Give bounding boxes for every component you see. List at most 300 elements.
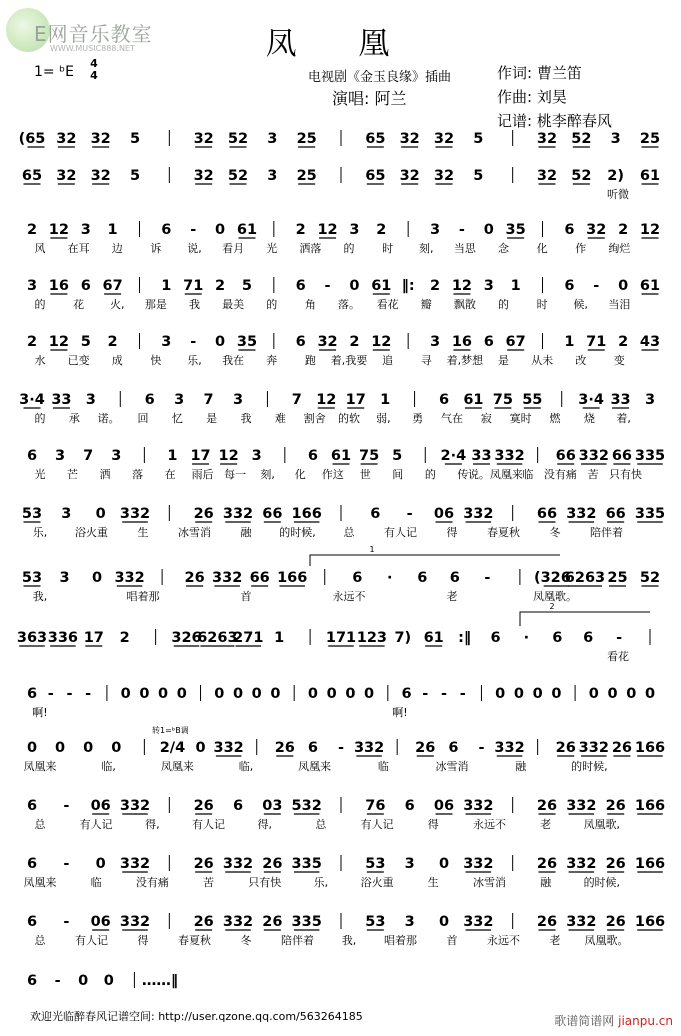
note: 3 — [644, 392, 656, 408]
lyric: 总 — [34, 934, 46, 947]
note: 66 — [249, 570, 270, 586]
note: 0 — [92, 570, 103, 586]
lyric: 融 — [240, 526, 252, 539]
lyric: 那是 — [144, 298, 167, 311]
note: 17 — [190, 448, 211, 464]
transcriber: 记谱: 桃李醉春风 — [497, 112, 612, 130]
lyric: 我 — [189, 298, 200, 311]
note: 52 — [639, 570, 661, 586]
note: 16 — [48, 278, 69, 294]
lyric: 冬 — [549, 526, 561, 539]
lyric: 啊! — [32, 706, 48, 719]
song-title: 凤 凰 — [265, 26, 416, 62]
lyric: 冰雪消 — [178, 526, 211, 539]
note: 71 — [183, 278, 204, 294]
lyric: 看花 — [376, 298, 399, 311]
note: 26 — [184, 570, 205, 586]
note: 3 — [251, 448, 262, 464]
note: (326 — [533, 570, 571, 586]
note: - — [63, 914, 70, 930]
lyric: 跑 — [304, 354, 316, 367]
note: 6 — [564, 278, 575, 294]
note: 2/4 — [159, 740, 186, 756]
meter-bottom: 4 — [90, 69, 98, 82]
note: 26 — [605, 856, 626, 872]
watermark-url: jianpu.cn — [618, 1014, 673, 1028]
note: 3 — [161, 334, 172, 350]
lyric: 时 — [382, 242, 394, 255]
lyric: 化 — [536, 242, 548, 255]
note: 52 — [571, 168, 592, 184]
note: 3 — [111, 448, 122, 464]
note: 66 — [611, 448, 633, 464]
note: 532 — [291, 798, 322, 814]
lyric: 首 — [446, 934, 458, 947]
lyric: 风 — [34, 242, 46, 255]
note: 332 — [353, 740, 385, 756]
note: 3 — [232, 392, 244, 408]
note: 5 — [80, 334, 91, 350]
lyric: 候, — [573, 298, 588, 311]
note: 32 — [90, 168, 111, 184]
note: 2 — [26, 334, 38, 350]
note: 363 — [16, 630, 48, 646]
lyric: 老 — [446, 590, 458, 603]
note: 0 — [495, 686, 506, 702]
lyric: 临 — [377, 760, 389, 773]
note: 166 — [634, 914, 666, 930]
lyric: 化 — [294, 468, 306, 481]
note: 3 — [349, 222, 360, 238]
lyric: 浴火重 — [360, 876, 394, 889]
note: 0 — [438, 856, 450, 872]
lyric: 诉 — [150, 242, 162, 255]
note: 7 — [83, 448, 94, 464]
note: 0 — [607, 686, 618, 702]
note: 6 — [552, 630, 563, 646]
note: - — [190, 222, 197, 238]
lyric: 生 — [427, 876, 439, 889]
lyric: 奔 — [266, 354, 278, 367]
lyric: 我, — [32, 590, 48, 603]
note: 6 — [26, 448, 38, 464]
note: 0 — [588, 686, 599, 702]
volta-label-1: 1 — [369, 545, 375, 554]
note: 12 — [317, 222, 338, 238]
note: 0 — [215, 222, 226, 238]
note: 3 — [267, 168, 278, 184]
note: ……‖ — [141, 973, 179, 989]
note: 35 — [236, 334, 258, 350]
lyric: 啊! — [392, 706, 408, 719]
note: 0 — [232, 686, 244, 702]
lyric: 只有快 — [608, 468, 642, 481]
lyric: 只有快 — [248, 876, 282, 889]
lyric: 割舍 — [303, 412, 326, 425]
note: 0 — [83, 740, 94, 756]
note: 12 — [316, 392, 337, 408]
lyric: 着,我要 — [330, 354, 368, 367]
note: 26 — [193, 506, 214, 522]
note: 67 — [505, 334, 526, 350]
lyric: 陪伴着 — [281, 934, 314, 947]
lyric: 总 — [34, 818, 46, 831]
note: - — [190, 334, 197, 350]
note: 43 — [639, 334, 661, 350]
note: 0 — [111, 740, 122, 756]
lyric: 有人记 — [360, 818, 394, 831]
note: 26 — [555, 740, 576, 756]
note: (65 — [18, 131, 46, 147]
note: 25 — [639, 131, 661, 147]
note: 61 — [423, 630, 444, 646]
note: 335 — [634, 448, 666, 464]
note: 12 — [218, 448, 239, 464]
lyric: 改 — [575, 354, 587, 367]
lyric: 在 — [164, 468, 176, 481]
lyric: 有人记 — [75, 934, 108, 947]
note: 32 — [586, 222, 607, 238]
note: 3 — [404, 856, 415, 872]
lyric: 作 — [575, 242, 587, 255]
note: 26 — [415, 740, 436, 756]
lyric: 我 — [240, 412, 252, 425]
note: 2 — [429, 278, 441, 294]
note: 335 — [291, 856, 322, 872]
note: 6 — [307, 740, 318, 756]
note: 32 — [399, 131, 420, 147]
lyric: 老 — [540, 818, 552, 831]
note: 32 — [56, 168, 77, 184]
watermark-name: 歌谱简谱网 — [554, 1014, 615, 1028]
note: 332 — [566, 506, 597, 522]
note: 0 — [214, 686, 225, 702]
note: · — [387, 570, 393, 586]
note: 53 — [365, 914, 386, 930]
note: 61 — [330, 448, 352, 464]
note: 3 — [85, 392, 96, 408]
lyric: 乐, — [187, 354, 202, 367]
note: 332 — [463, 798, 494, 814]
lyric: 看月 — [222, 242, 245, 255]
lyric: 洒 — [99, 468, 111, 481]
note: 32 — [317, 334, 338, 350]
lyric: 当泪 — [608, 298, 631, 311]
lyric: 间 — [392, 468, 404, 481]
note: 1 — [167, 448, 178, 464]
lyric: 弱, — [376, 412, 391, 425]
note: 5 — [473, 131, 484, 147]
lyric: 得 — [446, 526, 458, 539]
note: 0 — [513, 686, 524, 702]
note: 12 — [451, 278, 473, 294]
note: 3·4 — [19, 392, 45, 408]
lyric: 勇 — [412, 412, 424, 425]
note: 2 — [107, 334, 118, 350]
note: 1 — [107, 222, 118, 238]
note: 0 — [618, 278, 629, 294]
note: 65 — [365, 131, 386, 147]
note: 6 — [448, 740, 459, 756]
note: 1 — [564, 334, 575, 350]
note: 0 — [307, 686, 318, 702]
lyric: 融 — [540, 876, 552, 889]
note: 06 — [90, 914, 111, 930]
lyric: 从未 — [531, 354, 554, 367]
lyric: 我在 — [222, 354, 245, 367]
note: 3 — [80, 222, 91, 238]
lyric: 得 — [137, 934, 149, 947]
note: 6 — [295, 278, 306, 294]
note: 12 — [371, 334, 392, 350]
note: 0 — [251, 686, 262, 702]
note: 0 — [103, 973, 114, 989]
note: 6 — [144, 392, 155, 408]
note: 6 — [438, 392, 450, 408]
note: 0 — [551, 686, 562, 702]
note: 0 — [364, 686, 375, 702]
note: 25 — [296, 131, 317, 147]
note: 65 — [365, 168, 386, 184]
lyric: 寻 — [420, 354, 432, 367]
note: 3 — [404, 914, 415, 930]
note: 0 — [270, 686, 281, 702]
note: 332 — [566, 856, 597, 872]
note: 26 — [193, 914, 214, 930]
footer-text: 欢迎光临醉春风记谱空间: http://user.qzone.qq.com/563264185 — [30, 1010, 363, 1023]
note: 26 — [536, 798, 558, 814]
subtitle: 电视剧《金玉良缘》插曲 — [308, 70, 452, 85]
note: 5 — [473, 168, 484, 184]
note: 2 — [295, 222, 306, 238]
note: :‖ — [458, 630, 472, 646]
lyric: 凤凰歌, — [583, 818, 621, 831]
lyric: 芒 — [67, 468, 79, 481]
note: 32 — [536, 168, 558, 184]
note: ‖: — [401, 278, 415, 294]
note: 06 — [433, 798, 455, 814]
note: 332 — [494, 448, 525, 464]
note: 7 — [203, 392, 214, 408]
lyric: 有人记 — [384, 526, 417, 539]
note: 52 — [227, 131, 249, 147]
lyric: 春夏秋 — [487, 526, 520, 539]
lyric: 最美 — [222, 298, 245, 311]
composer: 作曲: 刘昊 — [497, 88, 567, 106]
lyric: 已变 — [67, 354, 90, 367]
lyric: 洒落 — [299, 242, 322, 255]
note: 26 — [605, 798, 626, 814]
note: 3 — [174, 392, 185, 408]
note: 6 — [161, 222, 172, 238]
lyric: 追 — [382, 354, 394, 367]
note: 0 — [644, 686, 656, 702]
note: 6263 — [564, 570, 606, 586]
lyric: 是 — [206, 412, 218, 425]
note: 3 — [26, 278, 38, 294]
note: 0 — [532, 686, 543, 702]
lyric: 寂 — [480, 412, 492, 425]
lyric: 是 — [498, 354, 509, 367]
lyric: 唱着那 — [126, 590, 160, 603]
note: 0 — [215, 334, 226, 350]
note: 52 — [571, 131, 592, 147]
lyric: 刻, — [419, 242, 434, 255]
note: 32 — [433, 168, 455, 184]
note: 332 — [566, 914, 597, 930]
volta-label-2: 2 — [549, 602, 555, 611]
lyric: 冬 — [240, 934, 252, 947]
note: 6 — [26, 686, 38, 702]
lyric: 回 — [137, 412, 149, 425]
lyric: 我, — [341, 934, 357, 947]
note: 3 — [267, 131, 278, 147]
note: 3 — [429, 334, 441, 350]
note: 32 — [90, 131, 111, 147]
note: 332 — [463, 856, 494, 872]
note: 326 — [171, 630, 202, 646]
note: 0 — [349, 278, 360, 294]
note: 32 — [399, 168, 420, 184]
note: - — [63, 856, 70, 872]
note: 332 — [566, 798, 597, 814]
lyric: 融 — [515, 760, 527, 773]
note: 61 — [236, 222, 258, 238]
note: 332 — [222, 914, 254, 930]
lyric: 凤凰来 — [23, 760, 57, 773]
note: 26 — [611, 740, 633, 756]
lyric: 总 — [315, 818, 327, 831]
lyric: 有人记 — [79, 818, 113, 831]
note: 6 — [352, 570, 363, 586]
lyric: 说, — [187, 242, 202, 255]
note: 3 — [59, 570, 70, 586]
lyric: 的时候, — [583, 876, 621, 889]
note: 2·4 — [440, 448, 467, 464]
lyric: 燃 — [549, 412, 561, 425]
lyric: 没有痛 — [543, 468, 577, 481]
lyric: 承 — [68, 412, 80, 425]
lyric: 难 — [274, 412, 286, 425]
lyric: 春夏秋 — [178, 934, 211, 947]
note: 26 — [262, 914, 283, 930]
lyric: 成 — [111, 354, 123, 367]
lyric: 的软 — [338, 412, 360, 425]
note: 6 — [483, 334, 494, 350]
lyric: 苦 — [203, 876, 215, 889]
lyric: 永远不 — [472, 818, 506, 831]
note: 2 — [376, 222, 387, 238]
lyric: 的时候, — [279, 526, 316, 539]
note: · — [523, 630, 530, 646]
note: 6 — [295, 334, 306, 350]
lyric: 生 — [137, 526, 149, 539]
note: - — [63, 798, 70, 814]
note: 332 — [463, 506, 494, 522]
note: 6 — [370, 506, 381, 522]
lyric: 得 — [427, 818, 439, 831]
note: - — [406, 506, 413, 522]
note: 0 — [195, 740, 206, 756]
note: 26 — [605, 914, 626, 930]
note: 66 — [605, 506, 626, 522]
note: 0 — [176, 686, 187, 702]
lyric: 光 — [34, 468, 46, 481]
lyric: 苦 — [587, 468, 599, 481]
note: 166 — [634, 740, 666, 756]
note: 336 — [47, 630, 79, 646]
note: 332 — [222, 856, 254, 872]
note: - — [54, 973, 61, 989]
note: 5 — [241, 278, 253, 294]
note: - — [422, 686, 429, 702]
note: 0 — [626, 686, 637, 702]
lyric: 水 — [34, 354, 46, 367]
lyric: 着,梦想 — [446, 354, 484, 367]
lyric: 乐, — [32, 526, 48, 539]
lyric: 作这 — [321, 468, 344, 481]
lyric: 永远不 — [487, 934, 520, 947]
lyric: 凤凰歌。 — [533, 590, 577, 603]
note: 0 — [345, 686, 356, 702]
lyricist: 作词: 曹兰笛 — [497, 64, 582, 82]
note: - — [478, 740, 485, 756]
lyric: 的 — [266, 298, 278, 311]
note: 0 — [78, 973, 89, 989]
note: 332 — [463, 914, 494, 930]
lyric: 时 — [536, 298, 548, 311]
note: 26 — [193, 798, 214, 814]
note: 6 — [404, 798, 415, 814]
note: - — [66, 686, 73, 702]
lyric: 花 — [73, 298, 85, 311]
note: 5 — [392, 448, 403, 464]
lyric: 光 — [266, 242, 278, 255]
lyric: 当思 — [453, 242, 476, 255]
lyric: 凤凰来 — [298, 760, 332, 773]
lyric: 边 — [111, 242, 123, 255]
note: 6 — [564, 222, 575, 238]
note: 6 — [583, 630, 594, 646]
note: 2 — [26, 222, 38, 238]
note: - — [593, 278, 600, 294]
lyric: 火, — [110, 298, 125, 311]
note: 61 — [639, 278, 661, 294]
lyric: 世 — [359, 468, 371, 481]
lyric: 临, — [238, 760, 254, 773]
note: 53 — [21, 506, 43, 522]
note: 32 — [433, 131, 455, 147]
lyric: 绚烂 — [608, 242, 631, 255]
note: 26 — [536, 914, 558, 930]
note: 61 — [463, 392, 484, 408]
note: 12 — [639, 222, 661, 238]
lyric: 凤凰歌。 — [584, 934, 629, 947]
note: 6 — [80, 278, 91, 294]
lyric: 冰雪消 — [435, 760, 469, 773]
note: 61 — [639, 168, 661, 184]
watermark — [554, 1012, 673, 1029]
note: 6 — [26, 973, 38, 989]
note: 75 — [358, 448, 380, 464]
note: 32 — [56, 131, 77, 147]
lyric: 刻, — [260, 468, 275, 481]
lyric: 寞时 — [509, 412, 532, 425]
lyric: 临, — [101, 760, 116, 773]
note: 6 — [307, 448, 318, 464]
note: 67 — [102, 278, 123, 294]
note: 6 — [26, 914, 38, 930]
